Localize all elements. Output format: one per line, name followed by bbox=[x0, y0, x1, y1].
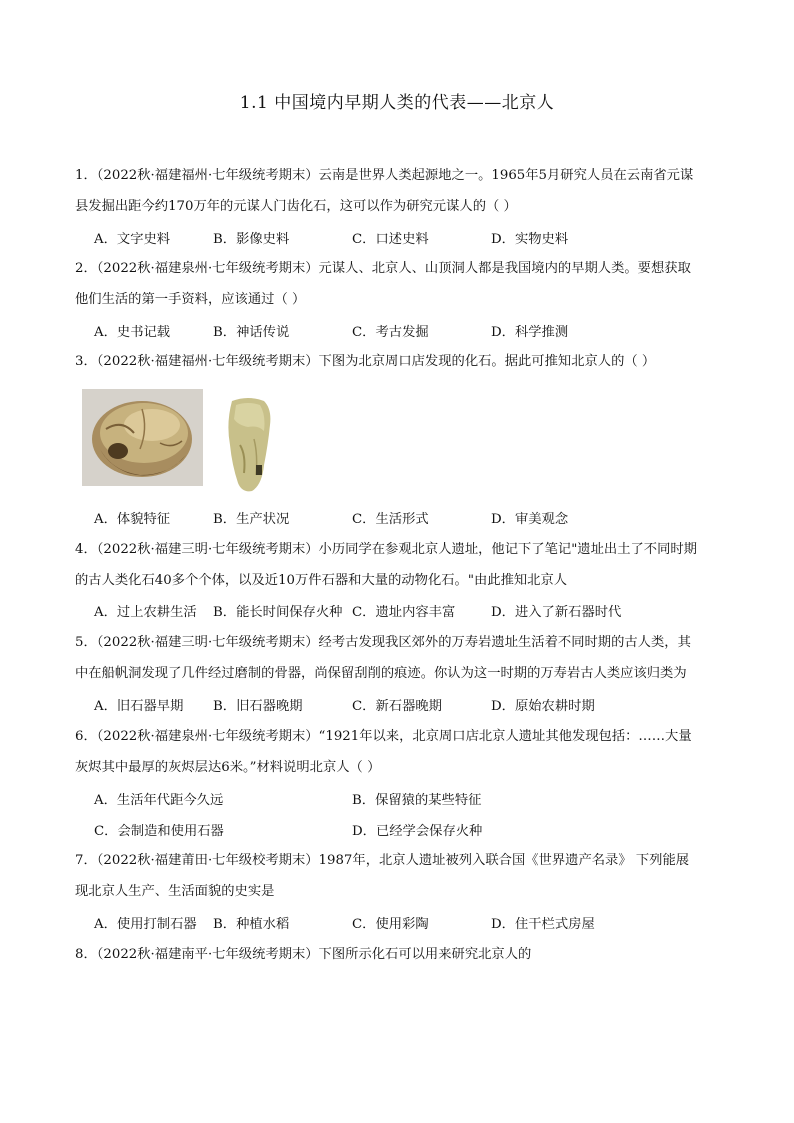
question-8 bbox=[75, 939, 725, 970]
question-1 bbox=[75, 160, 725, 222]
page-title: 1.1 中国境内早期人类的代表——北京人 bbox=[239, 93, 555, 113]
option-d: D．住干栏式房屋 bbox=[491, 917, 595, 932]
option-b: B．影像史料 bbox=[213, 232, 290, 247]
question-text-line: 中在船帆洞发现了几件经过磨制的骨器，尚保留刮削的痕迹。你认为这一时期的万寿岩古人类应该归类为 bbox=[75, 666, 687, 681]
option-d: D．进入了新石器时代 bbox=[491, 605, 622, 620]
question-3-options bbox=[94, 508, 734, 530]
option-d: D．已经学会保存火种 bbox=[352, 824, 483, 839]
option-c: C．遗址内容丰富 bbox=[352, 605, 456, 620]
option-c: C．生活形式 bbox=[352, 512, 429, 527]
option-b: B．旧石器晚期 bbox=[213, 699, 303, 714]
option-c: C．考古发掘 bbox=[352, 325, 429, 340]
fossil-images bbox=[82, 389, 322, 487]
option-d: D．原始农耕时期 bbox=[491, 699, 595, 714]
question-6-options-row-2 bbox=[94, 820, 734, 842]
option-d: D．审美观念 bbox=[491, 512, 569, 527]
question-4 bbox=[75, 534, 725, 596]
question-text-line: 2．（2022秋·福建泉州·七年级统考期末）元谋人、北京人、山顶洞人都是我国境内的早期人类。要想获取 bbox=[75, 261, 691, 276]
question-1-options bbox=[94, 228, 734, 250]
question-text-line: 他们生活的第一手资料，应该通过（ ） bbox=[75, 292, 306, 307]
question-5 bbox=[75, 627, 725, 689]
option-a: A．生活年代距今久远 bbox=[94, 793, 224, 808]
option-d: D．实物史料 bbox=[491, 232, 569, 247]
question-6-options-row-1 bbox=[94, 789, 734, 811]
option-b: B．种植水稻 bbox=[213, 917, 290, 932]
tooth-fossil-image bbox=[218, 395, 278, 495]
question-text-line: 4．（2022秋·福建三明·七年级统考期末）小历同学在参观北京人遗址，他记下了笔记"遗址出土了不同时期 bbox=[75, 542, 697, 557]
question-6 bbox=[75, 721, 725, 783]
option-c: C．口述史料 bbox=[352, 232, 429, 247]
option-a: A．过上农耕生活 bbox=[94, 605, 197, 620]
question-3 bbox=[75, 346, 725, 377]
option-b: B．能长时间保存火种 bbox=[213, 605, 343, 620]
question-text-line: 现北京人生产、生活面貌的史实是 bbox=[75, 884, 275, 899]
question-4-options bbox=[94, 601, 734, 623]
option-b: B．保留猿的某些特征 bbox=[352, 793, 482, 808]
question-text-line: 6．（2022秋·福建泉州·七年级统考期末）“1921年以来，北京周口店北京人遗址其他发现包括：……大量 bbox=[75, 729, 692, 744]
question-text-line: 7．（2022秋·福建莆田·七年级校考期末）1987年，北京人遗址被列入联合国《世界遗产名录》 下列能展 bbox=[75, 853, 690, 868]
question-2 bbox=[75, 253, 725, 315]
question-text-line: 灰烬其中最厚的灰烬层达6米。”材料说明北京人（ ） bbox=[75, 760, 381, 775]
option-a: A．史书记载 bbox=[94, 325, 171, 340]
option-a: A．旧石器早期 bbox=[94, 699, 184, 714]
option-c: C．新石器晚期 bbox=[352, 699, 442, 714]
skull-fossil-image bbox=[82, 389, 203, 486]
option-c: C．使用彩陶 bbox=[352, 917, 429, 932]
question-7 bbox=[75, 845, 725, 907]
question-text-line: 3．（2022秋·福建福州·七年级统考期末）下图为北京周口店发现的化石。据此可推知北京人的（ ） bbox=[75, 354, 656, 369]
question-7-options bbox=[94, 913, 734, 935]
option-b: B．生产状况 bbox=[213, 512, 290, 527]
option-c: C．会制造和使用石器 bbox=[94, 824, 224, 839]
option-b: B．神话传说 bbox=[213, 325, 290, 340]
option-a: A．体貌特征 bbox=[94, 512, 171, 527]
option-a: A．使用打制石器 bbox=[94, 917, 197, 932]
question-text-line: 的古人类化石40多个个体，以及近10万件石器和大量的动物化石。"由此推知北京人 bbox=[75, 573, 568, 588]
question-text-line: 县发掘出距今约170万年的元谋人门齿化石，这可以作为研究元谋人的（ ） bbox=[75, 199, 517, 214]
question-text-line: 8．（2022秋·福建南平·七年级统考期末）下图所示化石可以用来研究北京人的 bbox=[75, 947, 532, 962]
option-a: A．文字史料 bbox=[94, 232, 171, 247]
question-text-line: 5．（2022秋·福建三明·七年级统考期末）经考古发现我区郊外的万寿岩遗址生活着不同时期的古人类，其 bbox=[75, 635, 691, 650]
question-text-line: 1．（2022秋·福建福州·七年级统考期末）云南是世界人类起源地之一。1965年5月研究人员在云南省元谋 bbox=[75, 168, 694, 183]
option-d: D．科学推测 bbox=[491, 325, 569, 340]
question-2-options bbox=[94, 321, 734, 343]
question-5-options bbox=[94, 695, 734, 717]
